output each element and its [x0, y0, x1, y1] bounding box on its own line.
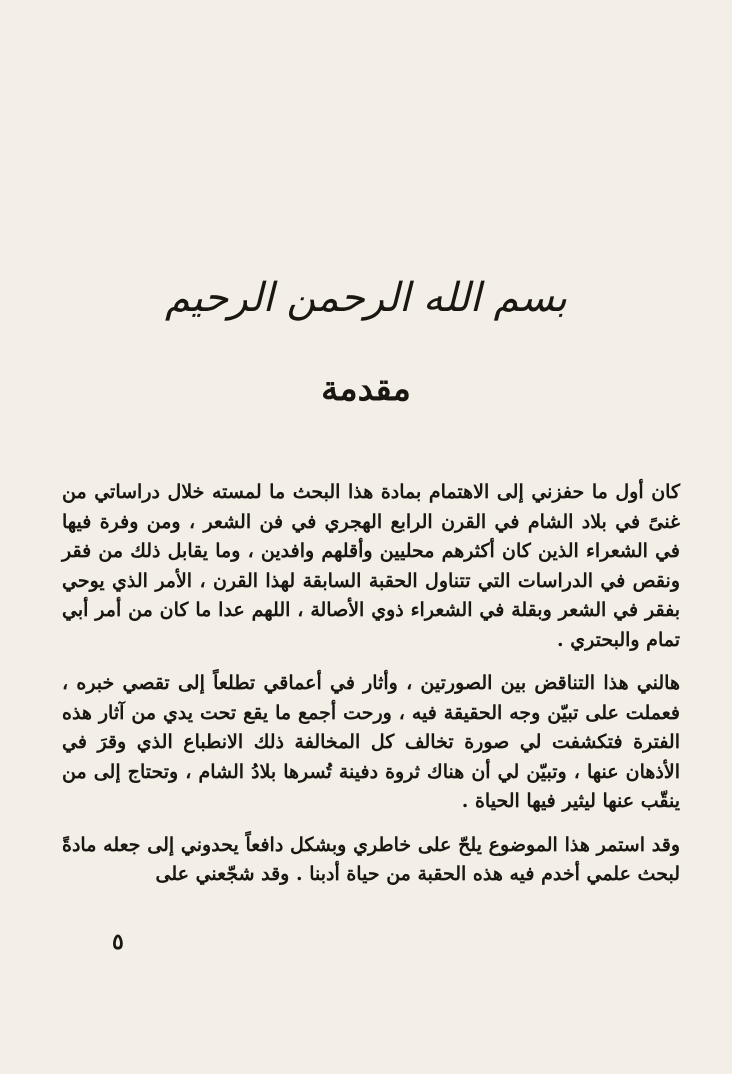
paragraph-3: وقد استمر هذا الموضوع يلحّ على خاطري وبشكل دافعاً يحدوني إلى جعله مادةً لبحث علمي أخدم فيه هذه الحقبة من حياة أدبنا . وقد شجّعني على: [62, 833, 680, 885]
page-number: ٥: [112, 929, 124, 955]
page-title: مقدمة: [321, 369, 411, 409]
body-text: [62, 478, 680, 890]
paragraph-1: كان أول ما حفزني إلى الاهتمام بمادة هذا البحث ما لمسته خلال دراساتي من غنىً في بلاد الشام في القرن الرابع الهجري في فن الشعر ، ومن وفرة فيها في الشعراء الذين كان أكثرهم محليين وأقلهم وافدين ، وما يقابل ذلك من فقر ونقص في الدراسات التي تتناول الحقبة السابقة لهذا القرن ، الأمر الذي يوحي بفقر في الشعر وبقلة في الشعراء ذوي الأصالة ، اللهم عدا ما كان من أمر أبي تمام والبحتري .: [62, 481, 680, 651]
paragraph-2: هالني هذا التناقض بين الصورتين ، وأثار في أعماقي تطلعاً إلى تقصي خبره ، فعملت على تبيّن وجه الحقيقة فيه ، ورحت أجمع ما يقع تحت يدي من آثار هذه الفترة فتكشفت لي صورة تخالف كل المخالفة ذلك الانطباع الذي وقرَ في الأذهان عنها ، وتبيّن لي أن هناك ثروة دفينة تُسرها بلادُ الشام ، وتحتاج إلى من ينقّب عنها ليثير فيها الحياة .: [62, 672, 680, 812]
basmala: بسم الله الرحمن الرحيم: [164, 275, 568, 321]
